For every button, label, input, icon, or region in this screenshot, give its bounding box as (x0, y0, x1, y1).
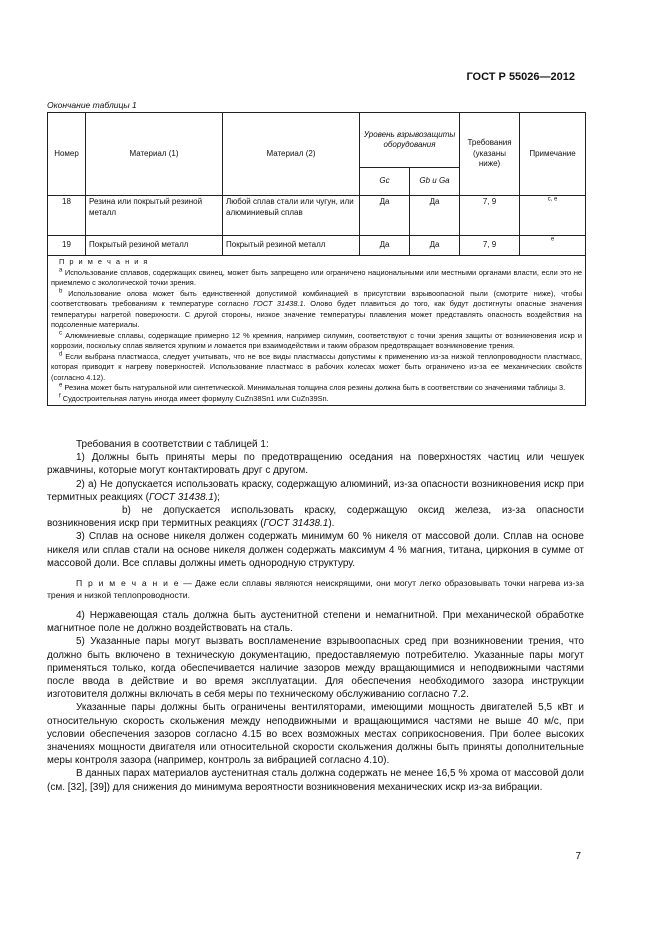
requirement-4: 4) Нержавеющая сталь должна быть аустенитной степени и немагнитной. При механической обработке магнитное поле не должно воздействовать на сталь. (47, 610, 584, 635)
requirement-5: 5) Указанные пары могут вызвать воспламенение взрывоопасных сред при возникновении трения, что должно быть включено в техническую документацию, предоставляемую потребителю. Указанные пары могут применяться только, когда обеспечивается наличие зазоров между вращающимися и неподвижными частями после ввода в действие и во время эксплуатации. Для обеспечения необходимого зазора инструкции изготовителя должны включать в себя меры по техническому обслуживанию согласно 7.2. (47, 636, 584, 701)
note-item: $^c$ Алюминиевые сплавы, содержащие примерно 12 % кремния, например силумин, соответствуют с точки зрения защиты от возникновения искр и коррозии, поскольку сплав является хрупким и ломается при взаимодействии и таким образом предотвращает возникновение трения. (51, 330, 583, 350)
header-remark: Примечание (520, 113, 586, 196)
note-item: $^a$ Использование сплавов, содержащих свинец, может быть запрещено или ограничено национальными или местными органами власти, если это не приемлемо с экологической точки зрения. (51, 267, 583, 287)
header-material-2: Материал (2) (223, 113, 360, 196)
requirement-3: 3) Сплав на основе никеля должен содержать минимум 60 % никеля от массовой доли. Сплав на основе никеля или сплав стали на основе никеля должен содержать максимум 4 % магния, титана, циркония в сумме от массовой доли. Все сплавы должны иметь однородную структуру. (47, 531, 584, 569)
table-row (48, 236, 586, 256)
requirement-note: П р и м е ч а н и е — Даже если сплавы являются неискрящими, они могут легко образовывать точки нагрева из-за трения и низкой теплопроводности. (47, 578, 584, 601)
note-item: $^e$ Резина может быть натуральной или синтетической. Минимальная толщина слоя резины должна быть в соответствии со значениями таблицы 3. (59, 382, 566, 392)
cell-material-1: Резина или покрытый резиной металл (86, 196, 223, 236)
cell-remark (520, 236, 586, 256)
table-notes (48, 256, 586, 406)
body-text (47, 438, 584, 794)
cell-material-2: Любой сплав стали или чугун, или алюминиевый сплав (223, 196, 360, 236)
header-number: Номер (48, 113, 86, 196)
table-row (48, 196, 586, 236)
cell-remark (520, 196, 586, 236)
header-protection-level: Уровень взрывозащиты оборудования (360, 113, 460, 168)
header-requirements: Требования (указаны ниже) (460, 113, 520, 196)
page-number: 7 (575, 851, 581, 862)
paragraph-chrome: В данных парах материалов аустенитная сталь должна содержать не менее 16,5 % хрома от массовой доли (см. [32], [39]) для снижения до минимума вероятности возникновения механических искр из-за вибрации. (47, 768, 584, 793)
note-item: $^b$ Использование олова может быть единственной допустимой комбинацией в присутствии взрывоопасной пыли (смотрите ниже), чтобы соответствовать требованиям к температуре согласно ГОСТ 31438.1. Олово будет плавиться до того, как будут достигнуты опасные значения температуры нагретой поверхности. С другой стороны, низкое значение температуры плавления может представлять опасность воздействия на подсоленные материалы. (51, 288, 583, 329)
materials-table (47, 112, 586, 406)
header-gc: Gc (360, 168, 410, 196)
cell-gb-ga: Да (410, 236, 460, 256)
requirements-intro: Требования в соответствии с таблицей 1: (76, 439, 269, 450)
requirement-2b: b) не допускается использовать краску, содержащую оксид железа, из-за опасности возникновения искр при термитных реакциях (ГОСТ 31438.1). (47, 505, 584, 530)
cell-gb-ga: Да (410, 196, 460, 236)
document-header: ГОСТ Р 55026—2012 (466, 71, 575, 83)
cell-gc: Да (360, 196, 410, 236)
note-item: $^f$ Судостроительная латунь иногда имеет формулу CuZn38Sn1 или CuZn39Sn. (59, 393, 329, 403)
header-gb-ga: Gb и Ga (410, 168, 460, 196)
cell-material-2: Покрытый резиной металл (223, 236, 360, 256)
notes-title: П р и м е ч а н и я (59, 257, 149, 266)
cell-requirements: 7, 9 (460, 236, 520, 256)
cell-number: 18 (48, 196, 86, 236)
paragraph-fans: Указанные пары должны быть ограничены вентиляторами, имеющими мощность двигателей 5,5 кВт и относительную скорость скольжения между неподвижными и вращающимися частями не выше 40 м/с, при условии обеспечения зазоров согласно 4.15 во всех возможных местах соприкосновения. При более высоких значениях мощности двигателя или относительной скорости скольжения должны быть приняты дополнительные меры контроля зазора (например, контроль за вибрацией согласно 4.10). (47, 702, 584, 767)
requirement-2a: 2) а) Не допускается использовать краску, содержащую алюминий, из-за опасности возникновения искр при термитных реакциях (ГОСТ 31438.1); (47, 478, 584, 503)
header-material-1: Материал (1) (86, 113, 223, 196)
cell-gc: Да (360, 236, 410, 256)
note-item: $^d$ Если выбрана пластмасса, следует учитывать, что не все виды пластмассы допустимы к применению из-за низкой теплопроводности пластмасс, которая приводит к нагреву поверхностей. Использование пластмасс в рабочих колесах может быть ограничено из-за ее механических свойств (согласно 4.12). (51, 351, 583, 382)
cell-requirements: 7, 9 (460, 196, 520, 236)
cell-number: 19 (48, 236, 86, 256)
remark-superscript: c, e (547, 196, 558, 203)
table-caption: Окончание таблицы 1 (47, 100, 137, 110)
requirement-1: 1) Должны быть приняты меры по предотвращению оседания на поверхностях частиц или чешуек ржавчины, которые могут контактировать друг с другом. (47, 452, 584, 477)
cell-material-1: Покрытый резиной металл (86, 236, 223, 256)
remark-superscript: e (550, 236, 555, 243)
